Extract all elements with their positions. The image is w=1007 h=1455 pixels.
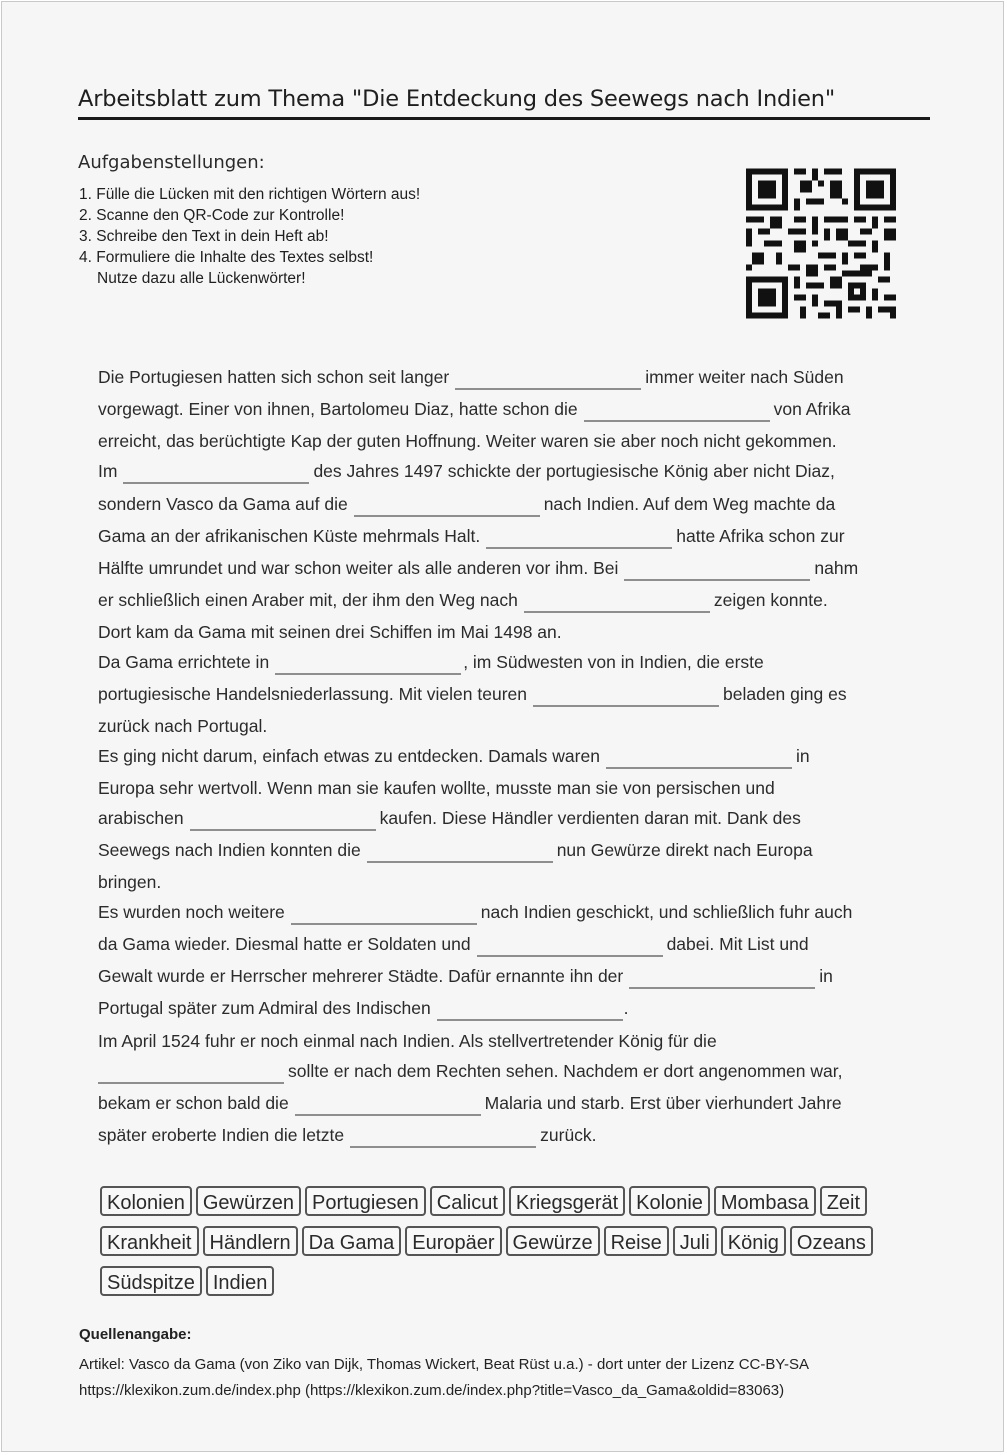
blank-input[interactable] — [606, 747, 792, 769]
text-segment: sondern Vasco da Gama auf die — [98, 494, 348, 514]
blank-input[interactable] — [455, 368, 641, 390]
text-segment: , im Südwesten von in Indien, die erste — [463, 652, 764, 672]
worksheet-page — [1, 1, 1004, 1452]
word-chip[interactable]: Kolonie — [629, 1186, 710, 1216]
word-bank-row — [100, 1186, 871, 1216]
text-segment: Die Portugiesen hatten sich schon seit langer — [98, 367, 450, 387]
blank-input[interactable] — [291, 903, 477, 925]
source-citation: Artikel: Vasco da Gama (von Ziko van Dijk, Thomas Wickert, Beat Rüst u.a.) - dort unter der Lizenz CC-BY-SA — [79, 1356, 809, 1373]
blank-input[interactable] — [354, 495, 540, 517]
text-segment: nun Gewürze direkt nach Europa — [556, 840, 813, 860]
text-segment: arabischen — [98, 808, 184, 828]
sources-heading: Quellenangabe: — [79, 1326, 192, 1343]
word-chip[interactable]: Reise — [604, 1226, 669, 1256]
text-segment: Im April 1524 fuhr er noch einmal nach Indien. Als stellvertretender König für die — [98, 1031, 717, 1051]
text-segment: vorgewagt. Einer von ihnen, Bartolomeu Diaz, hatte schon die — [98, 399, 578, 419]
word-chip[interactable]: Europäer — [405, 1226, 501, 1256]
word-chip[interactable]: Portugiesen — [305, 1186, 426, 1216]
word-chip[interactable]: König — [721, 1226, 786, 1256]
task-item-continuation: Nutze dazu alle Lückenwörter! — [97, 270, 306, 287]
task-item: 1. Fülle die Lücken mit den richtigen Wörtern aus! — [79, 186, 421, 203]
text-segment: von Afrika — [773, 399, 851, 419]
blank-input[interactable] — [624, 559, 810, 581]
sources-section — [79, 1326, 809, 1404]
blank-input[interactable] — [524, 591, 710, 613]
blank-input[interactable] — [629, 967, 815, 989]
page-title: Arbeitsblatt zum Thema "Die Entdeckung des Seewegs nach Indien" — [78, 86, 836, 112]
text-segment: Malaria und starb. Erst über vierhundert Jahre — [484, 1093, 842, 1113]
text-segment: beladen ging es — [723, 684, 847, 704]
text-segment: in — [795, 746, 810, 766]
text-segment: zurück nach Portugal. — [98, 716, 268, 736]
text-segment: hatte Afrika schon zur — [676, 526, 845, 546]
text-segment: dabei. Mit List und — [666, 934, 809, 954]
text-segment: Seewegs nach Indien konnten die — [98, 840, 361, 860]
text-segment: Dort kam da Gama mit seinen drei Schiffen im Mai 1498 an. — [98, 622, 562, 642]
word-chip[interactable]: Juli — [673, 1226, 717, 1256]
blank-input[interactable] — [98, 1062, 284, 1084]
blank-input[interactable] — [486, 527, 672, 549]
title-divider — [78, 117, 930, 120]
text-segment: Es ging nicht darum, einfach etwas zu entdecken. Damals waren — [98, 746, 600, 766]
text-segment: zurück. — [540, 1125, 597, 1145]
word-chip[interactable]: Gewürzen — [196, 1186, 301, 1216]
word-chip[interactable]: Ozeans — [790, 1226, 873, 1256]
blank-input[interactable] — [350, 1126, 536, 1148]
text-segment: bringen. — [98, 872, 162, 892]
text-segment: Da Gama errichtete in — [98, 652, 270, 672]
source-link[interactable]: https://klexikon.zum.de/index.php (https://klexikon.zum.de/index.php?title=Vasco_da_Gama&oldid=83063) — [79, 1382, 785, 1399]
text-segment: nahm — [814, 558, 859, 578]
word-chip[interactable]: Mombasa — [714, 1186, 816, 1216]
text-segment: nach Indien geschickt, und schließlich fuhr auch — [480, 902, 853, 922]
blank-input[interactable] — [190, 809, 376, 831]
text-segment: Im — [98, 461, 118, 481]
blank-input[interactable] — [584, 400, 770, 422]
blank-input[interactable] — [295, 1094, 481, 1116]
word-chip[interactable]: Südspitze — [100, 1266, 202, 1296]
text-segment: Gewalt wurde er Herrscher mehrerer Städte. Dafür ernannte ihn der — [98, 966, 624, 986]
blank-input[interactable] — [123, 462, 309, 484]
text-segment: erreicht, das berüchtigte Kap der guten Hoffnung. Weiter waren sie aber noch nicht gekommen. — [98, 431, 837, 451]
text-segment: kaufen. Diese Händler verdienten daran mit. Dank des — [379, 808, 801, 828]
text-segment: immer weiter nach Süden — [645, 367, 844, 387]
word-chip[interactable]: Da Gama — [302, 1226, 402, 1256]
text-segment: nach Indien. Auf dem Weg machte da — [543, 494, 836, 514]
blank-input[interactable] — [275, 653, 461, 675]
word-bank-row — [100, 1226, 877, 1256]
word-chip[interactable]: Indien — [206, 1266, 275, 1296]
word-chip[interactable]: Gewürze — [506, 1226, 600, 1256]
task-item: 2. Scanne den QR-Code zur Kontrolle! — [79, 207, 345, 224]
text-segment: da Gama wieder. Diesmal hatte er Soldaten und — [98, 934, 471, 954]
text-segment: zeigen konnte. — [713, 590, 828, 610]
text-segment: Gama an der afrikanischen Küste mehrmals Halt. — [98, 526, 481, 546]
text-segment: sollte er nach dem Rechten sehen. Nachdem er dort angenommen war, — [288, 1061, 843, 1081]
text-segment: er schließlich einen Araber mit, der ihm den Weg nach — [98, 590, 518, 610]
text-segment: bekam er schon bald die — [98, 1093, 289, 1113]
blank-input[interactable] — [367, 841, 553, 863]
tasks-list — [79, 184, 420, 289]
text-segment: in — [819, 966, 833, 986]
blank-input[interactable] — [533, 685, 719, 707]
word-chip[interactable]: Händlern — [203, 1226, 298, 1256]
qr-code-icon[interactable] — [746, 167, 896, 320]
word-chip[interactable]: Zeit — [820, 1186, 867, 1216]
word-chip[interactable]: Krankheit — [100, 1226, 199, 1256]
word-bank-row — [100, 1266, 278, 1296]
blank-input[interactable] — [477, 935, 663, 957]
word-chip[interactable]: Kriegsgerät — [509, 1186, 625, 1216]
text-segment: . — [623, 998, 629, 1018]
blank-input[interactable] — [437, 999, 623, 1021]
text-segment: portugiesische Handelsniederlassung. Mit vielen teuren — [98, 684, 527, 704]
word-chip[interactable]: Calicut — [430, 1186, 505, 1216]
text-segment: Hälfte umrundet und war schon weiter als alle anderen vor ihm. Bei — [98, 558, 619, 578]
word-chip[interactable]: Kolonien — [100, 1186, 192, 1216]
task-item: 4. Formuliere die Inhalte des Textes selbst! — [79, 249, 374, 266]
tasks-heading: Aufgabenstellungen: — [78, 152, 265, 173]
text-segment: Portugal später zum Admiral des Indischen — [98, 998, 431, 1018]
task-item: 3. Schreibe den Text in dein Heft ab! — [79, 228, 329, 245]
text-segment: Es wurden noch weitere — [98, 902, 285, 922]
text-segment: später eroberte Indien die letzte — [98, 1125, 345, 1145]
text-segment: des Jahres 1497 schickte der portugiesische König aber nicht Diaz, — [313, 461, 835, 481]
text-segment: Europa sehr wertvoll. Wenn man sie kaufen wollte, musste man sie von persischen und — [98, 778, 775, 798]
